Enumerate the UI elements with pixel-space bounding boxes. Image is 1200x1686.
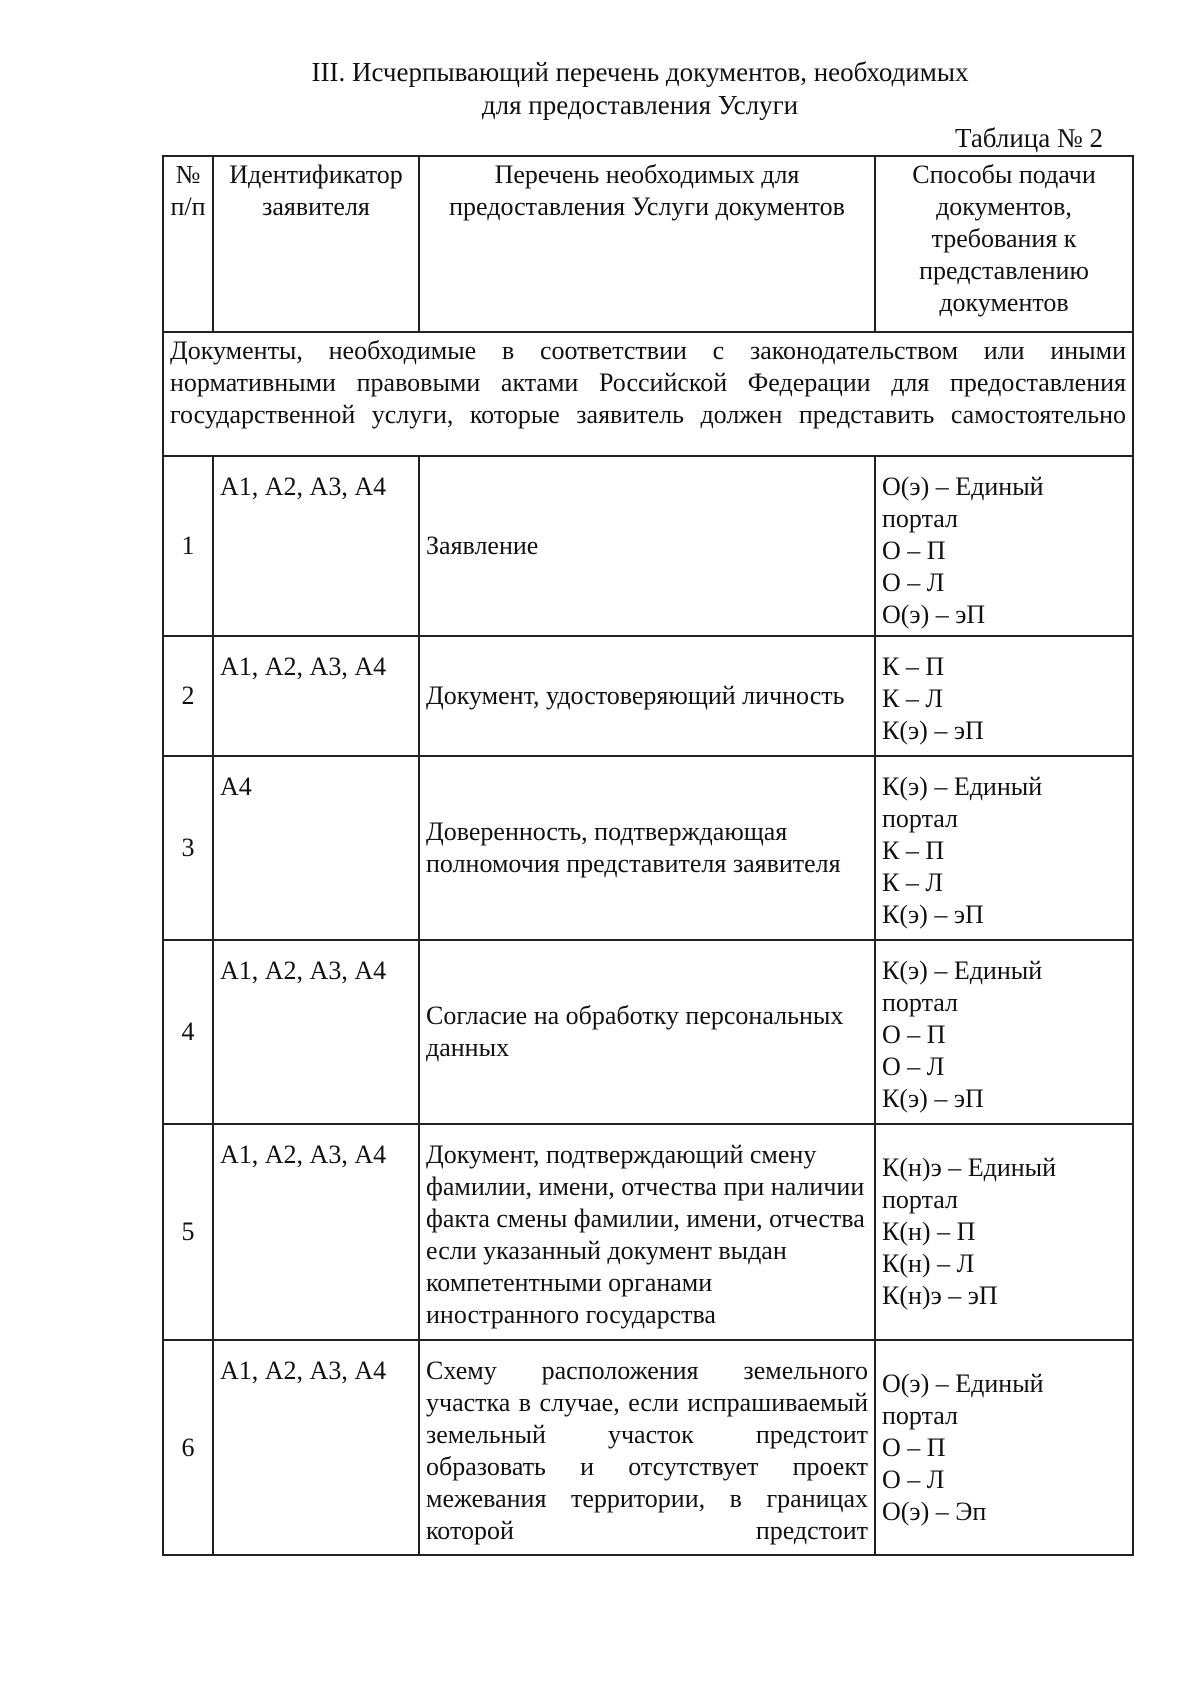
row-number: 2: [163, 636, 213, 756]
row-methods: [875, 756, 1133, 940]
column-header-number: № п/п: [163, 156, 213, 332]
method-line: О – П: [882, 536, 946, 565]
table-row: [163, 1340, 1133, 1555]
method-line: портал: [882, 1185, 958, 1214]
documents-table: [162, 155, 1134, 1556]
method-line: О – Л: [882, 568, 945, 597]
method-line: К(э) – Единый: [882, 956, 1043, 985]
section-title: Документы, необходимые в соответствии с законодательством или иными нормативными правовыми актами Российской Федерации для предоставления государственной услуги, которые заявитель должен представить самостоятельно: [163, 332, 1133, 456]
method-line: О(э) – эП: [882, 600, 986, 629]
method-line: О – П: [882, 1432, 946, 1462]
method-line: О(э) – Эп: [882, 1496, 987, 1526]
method-line: портал: [882, 1400, 958, 1430]
row-number: 3: [163, 756, 213, 940]
method-line: К(э) – Единый: [882, 772, 1043, 801]
table-label: Таблица № 2: [955, 123, 1103, 153]
row-methods: [875, 456, 1133, 636]
method-line: О – Л: [882, 1052, 945, 1081]
method-line: К(э) – эП: [882, 716, 984, 745]
section-heading: [160, 56, 1120, 122]
column-header-documents: Перечень необходимых для предоставления Услуги документов: [419, 156, 875, 332]
method-line: О(э) – Единый: [882, 472, 1044, 501]
row-applicant: А1, А2, А3, А4: [213, 940, 419, 1124]
row-applicant: А1, А2, А3, А4: [213, 456, 419, 636]
row-document: Документ, подтверждающий смену фамилии, имени, отчества при наличии факта смены фамилии, имени, отчества если указанный документ выдан компетентными органами иностранного государства: [419, 1124, 875, 1340]
column-header-methods: Способы подачи документов, требования к представлению документов: [875, 156, 1133, 332]
row-document: Заявление: [419, 456, 875, 636]
method-line: К(э) – эП: [882, 1084, 984, 1113]
row-applicant: А1, А2, А3, А4: [213, 1124, 419, 1340]
method-line: К(н)э – эП: [882, 1281, 998, 1310]
method-line: К – П: [882, 836, 945, 865]
method-line: О(э) – Единый: [882, 1368, 1044, 1398]
method-line: К(э) – эП: [882, 900, 984, 929]
row-document: Схему расположения земельного участка в случае, если испрашиваемый земельный участок предстоит образовать и отсутствует проект межевания территории, в границах которой предстоит: [419, 1340, 875, 1555]
method-line: О – Л: [882, 1464, 945, 1494]
method-line: К(н) – Л: [882, 1249, 975, 1278]
row-applicant: А1, А2, А3, А4: [213, 1340, 419, 1555]
row-methods: [875, 1124, 1133, 1340]
method-line: К – П: [882, 652, 945, 681]
table-header-row: [163, 156, 1133, 332]
row-number: 1: [163, 456, 213, 636]
table-row: [163, 756, 1133, 940]
method-line: портал: [882, 804, 958, 833]
table-row: [163, 1124, 1133, 1340]
method-line: портал: [882, 504, 958, 533]
table-row: [163, 456, 1133, 636]
row-document: Доверенность, подтверждающая полномочия представителя заявителя: [419, 756, 875, 940]
method-line: О – П: [882, 1020, 946, 1049]
row-methods: [875, 636, 1133, 756]
row-methods: [875, 940, 1133, 1124]
section-row: [163, 332, 1133, 456]
table-row: [163, 940, 1133, 1124]
heading-line-2: для предоставления Услуги: [481, 90, 799, 120]
table-row: [163, 636, 1133, 756]
method-line: К(н)э – Единый: [882, 1153, 1057, 1182]
heading-line-1: III. Исчерпывающий перечень документов, необходимых: [311, 57, 969, 87]
method-line: портал: [882, 988, 958, 1017]
row-number: 6: [163, 1340, 213, 1555]
row-document: Документ, удостоверяющий личность: [419, 636, 875, 756]
row-document: Согласие на обработку персональных данных: [419, 940, 875, 1124]
row-methods: [875, 1340, 1133, 1555]
row-applicant: А1, А2, А3, А4: [213, 636, 419, 756]
method-line: К – Л: [882, 868, 943, 897]
column-header-applicant: Идентификатор заявителя: [213, 156, 419, 332]
row-applicant: А4: [213, 756, 419, 940]
method-line: К – Л: [882, 684, 943, 713]
row-number: 4: [163, 940, 213, 1124]
row-number: 5: [163, 1124, 213, 1340]
method-line: К(н) – П: [882, 1217, 976, 1246]
